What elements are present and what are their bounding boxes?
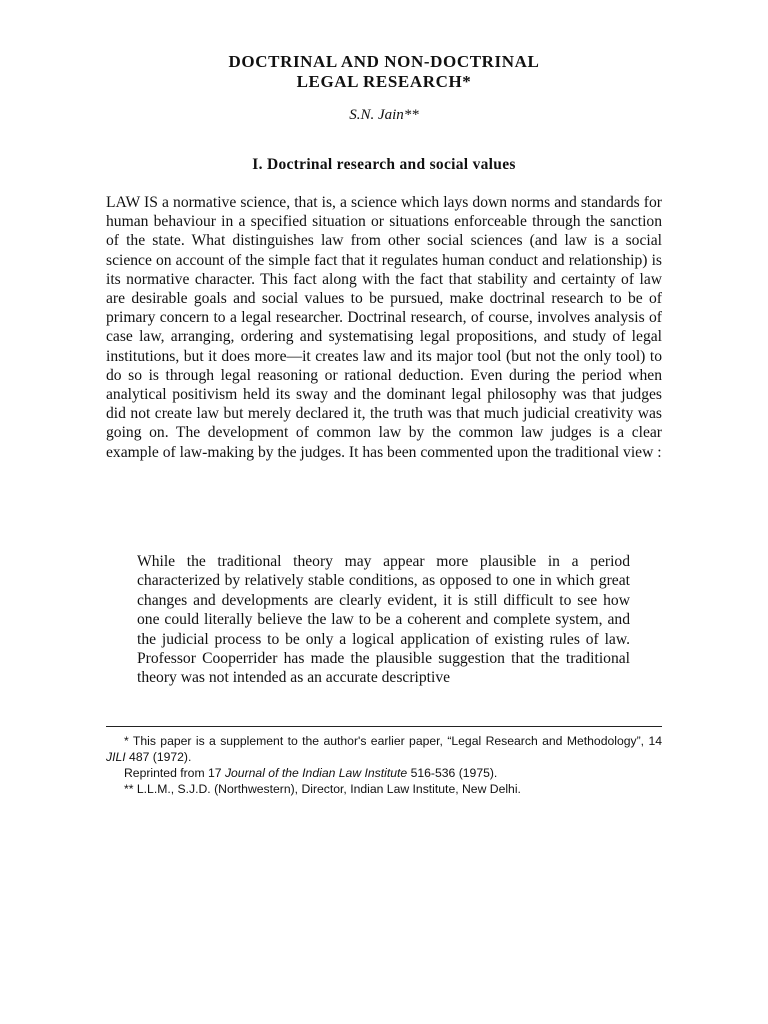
footnote-reprint-journal: Journal of the Indian Law Institute xyxy=(224,766,408,780)
footnote-reprint-prefix: Reprinted from 17 xyxy=(124,766,225,780)
body-paragraph: LAW IS a normative science, that is, a science which lays down norms and standards for human behaviour in a specified situation or situations enforceable through the sanction of the state. What distinguishes law from other social sciences (and law is a social science on account of the simple fact that it regulates human conduct and relationship) is its normative character. This fact along with the fact that stability and certainty of law are desirable goals and social values to be pursued, make doctrinal research to be of primary concern to a legal researcher. Doctrinal research, of course, involves analysis of case law, arranging, ordering and systematising legal propositions, and study of legal institutions, but it does more—it creates law and its major tool (but not the only tool) to do so is through legal reasoning or rational deduction. Even during the period when analytical positivism held its sway and the dominant legal philosophy was that judges did not create law but merely declared it, the truth was that much judicial creativity was going on. The development of common law by the common law judges is a clear example of law-making by the judges. It has been commented upon the traditional view : xyxy=(106,194,662,461)
footnotes xyxy=(106,733,662,797)
footnote-1-suffix: 487 (1972). xyxy=(125,750,192,764)
section-heading: I. Doctrinal research and social values xyxy=(252,156,516,173)
footnote-2: ** L.L.M., S.J.D. (Northwestern), Director, Indian Law Institute, New Delhi. xyxy=(124,782,521,796)
footnote-1-prefix: * This paper is a supplement to the author's earlier paper, “Legal Research and Methodology”, 14 xyxy=(124,734,662,748)
author-name: S.N. Jain** xyxy=(349,107,419,123)
footnote-reprint xyxy=(106,765,662,781)
block-quote: While the traditional theory may appear more plausible in a period characterized by relatively stable conditions, as opposed to one in which great changes and developments are clearly evident, it is still difficult to see how one could literally believe the law to be a coherent and complete system, and the judicial process to be only a logical application of existing rules of law. Professor Cooperrider has made the plausible suggestion that the traditional theory was not intended as an accurate descriptive xyxy=(137,553,630,687)
footnote-reprint-suffix: 516-536 (1975). xyxy=(407,766,498,780)
footnote-1-journal: JILI xyxy=(106,750,126,764)
paper-title-line-2: LEGAL RESEARCH* xyxy=(296,72,472,91)
footnote-1 xyxy=(106,733,662,765)
footnote-divider xyxy=(106,726,662,727)
paper-title-line-1: DOCTRINAL AND NON-DOCTRINAL xyxy=(228,52,540,71)
paper-title xyxy=(0,52,768,92)
